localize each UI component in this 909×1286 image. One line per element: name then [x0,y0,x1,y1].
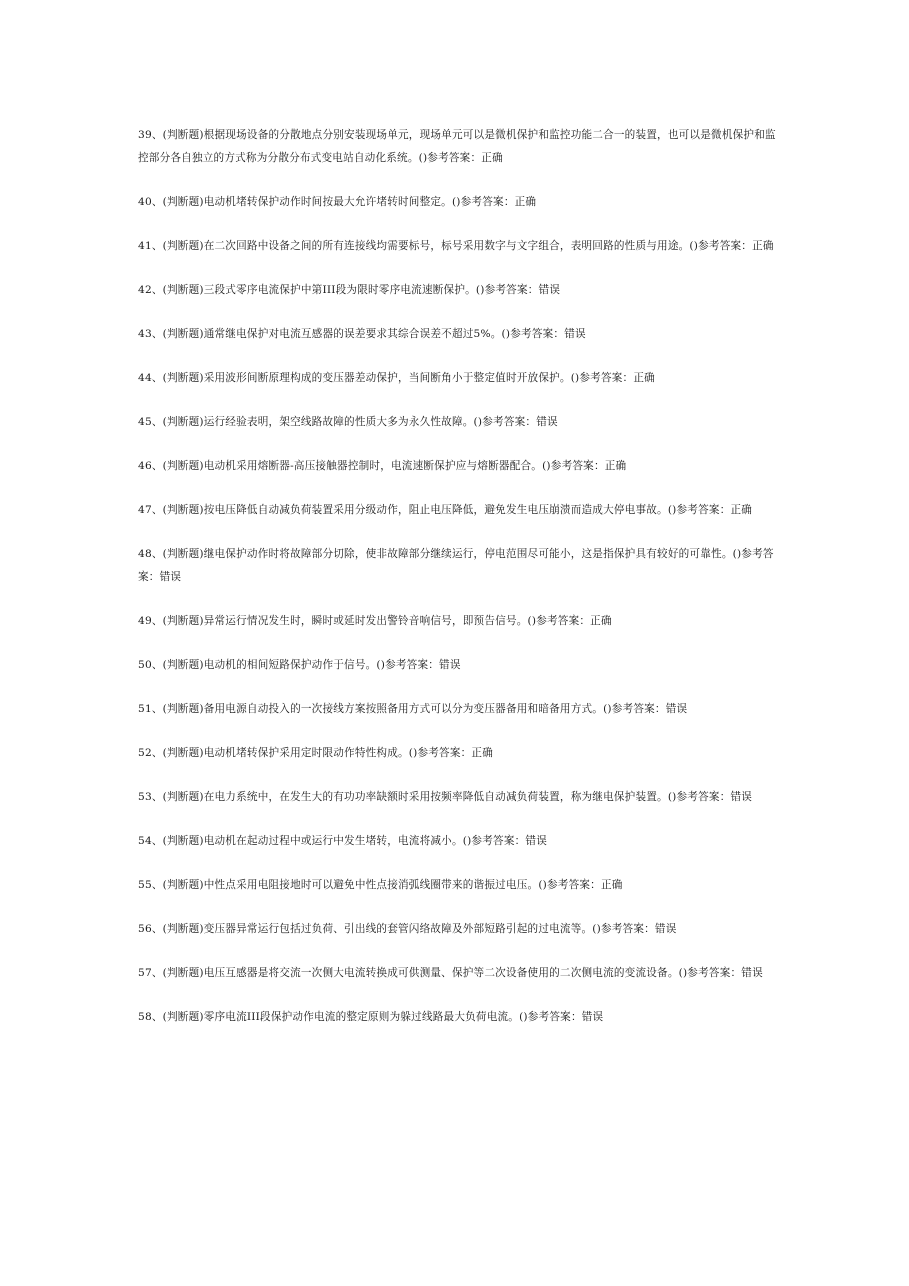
question-44: 44、(判断题)采用波形间断原理构成的变压器差动保护，当间断角小于整定值时开放保护。()参考答案：正确 [138,372,655,384]
question-51: 51、(判断题)备用电源自动投入的一次接线方案按照备用方式可以分为变压器备用和暗备用方式。()参考答案：错误 [138,703,688,715]
question-54: 54、(判断题)电动机在起动过程中或运行中发生堵转，电流将减小。()参考答案：错误 [138,835,547,847]
question-48: 48、(判断题)继电保护动作时将故障部分切除，使非故障部分继续运行，停电范围尽可能小，这是指保护具有较好的可靠性。()参考答案：错误 [138,548,774,583]
question-45: 45、(判断题)运行经验表明，架空线路故障的性质大多为永久性故障。()参考答案：错误 [138,416,558,428]
question-58: 58、(判断题)零序电流III段保护动作电流的整定原则为躲过线路最大负荷电流。()参考答案：错误 [138,1011,604,1023]
question-55: 55、(判断题)中性点采用电阻接地时可以避免中性点接消弧线圈带来的谐振过电压。()参考答案：正确 [138,879,623,891]
question-53: 53、(判断题)在电力系统中，在发生大的有功功率缺额时采用按频率降低自动减负荷装置，称为继电保护装置。()参考答案：错误 [138,791,753,803]
question-46: 46、(判断题)电动机采用熔断器-高压接触器控制时，电流速断保护应与熔断器配合。()参考答案：正确 [138,460,627,472]
question-list [138,124,778,1050]
question-57: 57、(判断题)电压互感器是将交流一次侧大电流转换成可供测量、保护等二次设备使用的二次侧电流的变流设备。()参考答案：错误 [138,967,763,979]
question-47: 47、(判断题)按电压降低自动减负荷装置采用分级动作，阻止电压降低，避免发生电压崩溃而造成大停电事故。()参考答案：正确 [138,504,753,516]
question-43: 43、(判断题)通常继电保护对电流互感器的误差要求其综合误差不超过5%。()参考答案：错误 [138,328,586,340]
question-41: 41、(判断题)在二次回路中设备之间的所有连接线均需要标号，标号采用数字与文字组合，表明回路的性质与用途。()参考答案：正确 [138,240,774,252]
question-52: 52、(判断题)电动机堵转保护采用定时限动作特性构成。()参考答案：正确 [138,747,494,759]
question-56: 56、(判断题)变压器异常运行包括过负荷、引出线的套管闪络故障及外部短路引起的过电流等。()参考答案：错误 [138,923,677,935]
question-50: 50、(判断题)电动机的相间短路保护动作于信号。()参考答案：错误 [138,659,461,671]
question-42: 42、(判断题)三段式零序电流保护中第III段为限时零序电流速断保护。()参考答案：错误 [138,284,561,296]
question-49: 49、(判断题)异常运行情况发生时，瞬时或延时发出警铃音响信号，即预告信号。()参考答案：正确 [138,615,612,627]
question-40: 40、(判断题)电动机堵转保护动作时间按最大允许堵转时间整定。()参考答案：正确 [138,196,537,208]
question-39: 39、(判断题)根据现场设备的分散地点分别安装现场单元，现场单元可以是微机保护和监控功能二合一的装置，也可以是微机保护和监控部分各自独立的方式称为分散分布式变电站自动化系统。()参考答案：正确 [138,129,776,164]
